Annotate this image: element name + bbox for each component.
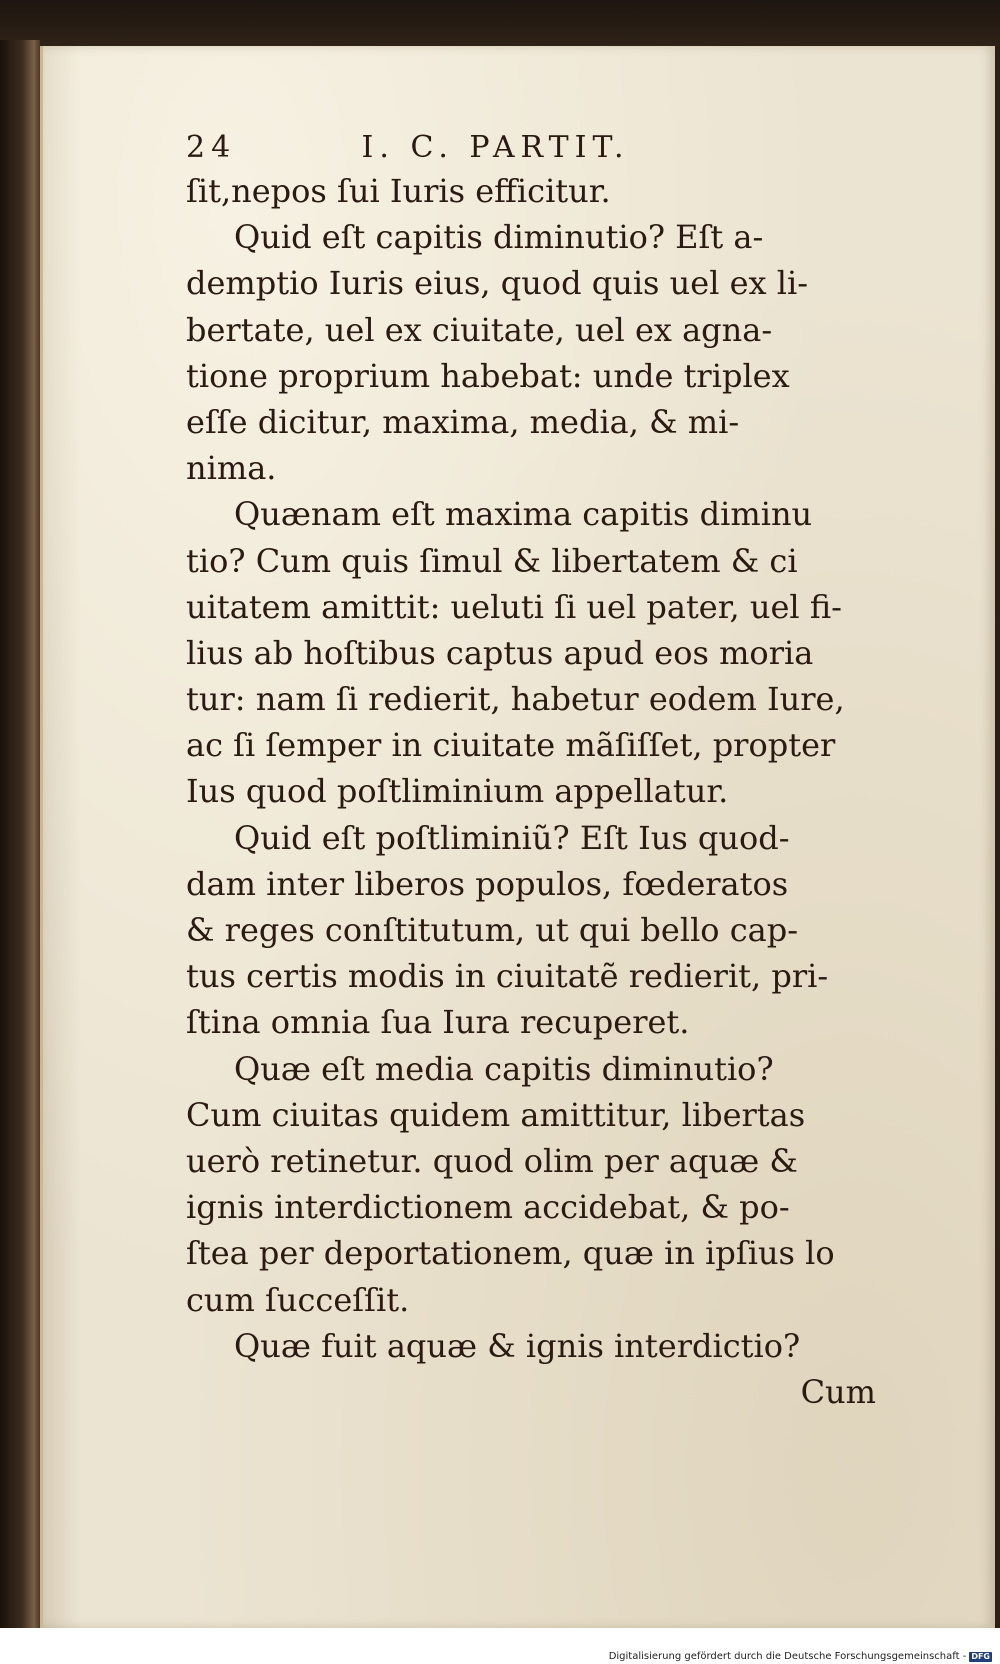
text-line: Quæ fuit aquæ & ignis interdictio? <box>234 1326 801 1365</box>
text-line: tione proprium habebat: unde triplex <box>186 356 790 395</box>
running-head <box>186 128 946 168</box>
scan-top-edge <box>0 0 1000 46</box>
text-line: bertate, uel ex ciuitate, uel ex agna- <box>186 310 773 349</box>
text-line: Ius quod poſtliminium appellatur. <box>186 772 729 811</box>
digitization-credit <box>609 1651 992 1663</box>
text-line: tur: nam ſi redierit, habetur eodem Iure, <box>186 680 845 719</box>
text-line: dam inter liberos populos, fœderatos <box>186 864 789 903</box>
text-line: tus certis modis in ciuitatẽ redierit, pri- <box>186 957 829 996</box>
text-line: ac ſi ſemper in ciuitate mãſiſſet, propter <box>186 726 836 765</box>
text-line: Quid eſt poſtliminiũ? Eſt Ius quod- <box>234 818 790 857</box>
text-line: Quæ eſt media capitis diminutio? <box>234 1049 774 1088</box>
text-line: Quænam eſt maxima capitis diminu <box>234 495 813 534</box>
page-text <box>186 128 946 1415</box>
text-line: lius ab hoſtibus captus apud eos moria <box>186 633 814 672</box>
catchword: Cum <box>800 1372 876 1411</box>
credit-text: Digitalisierung gefördert durch die Deutsche Forschungsgemeinschaft - <box>608 1651 967 1662</box>
text-line: tio? Cum quis ſimul & libertatem & ci <box>186 541 798 580</box>
text-line: uerò retinetur. quod olim per aquæ & <box>186 1141 798 1180</box>
text-line: ignis interdictionem accidebat, & po- <box>186 1188 790 1227</box>
running-title: I. C. PARTIT. <box>361 130 630 165</box>
text-line: eſſe dicitur, maxima, media, & mi- <box>186 402 740 441</box>
page-number: 24 <box>186 130 237 165</box>
text-line: ſit,nepos ſui Iuris efficitur. <box>186 172 611 210</box>
text-line: & reges conſtitutum, ut qui bello cap- <box>186 911 799 949</box>
dfg-logo-icon: DFG <box>971 1652 990 1661</box>
text-line: ſtina omnia ſua Iura recuperet. <box>186 1003 690 1042</box>
text-line: ſtea per deportationem, quæ in ipſius lo <box>186 1234 835 1273</box>
text-line: cum ſucceſſit. <box>186 1280 410 1319</box>
text-line: demptio Iuris eius, quod quis uel ex li- <box>186 264 809 303</box>
text-line: Cum ciuitas quidem amittitur, libertas <box>186 1095 806 1134</box>
book-spine <box>0 40 40 1640</box>
text-line: Quid eſt capitis diminutio? Eſt a- <box>234 218 764 257</box>
text-line: nima. <box>186 449 277 488</box>
text-line: uitatem amittit: ueluti ſi uel pater, uel fi- <box>186 587 842 626</box>
